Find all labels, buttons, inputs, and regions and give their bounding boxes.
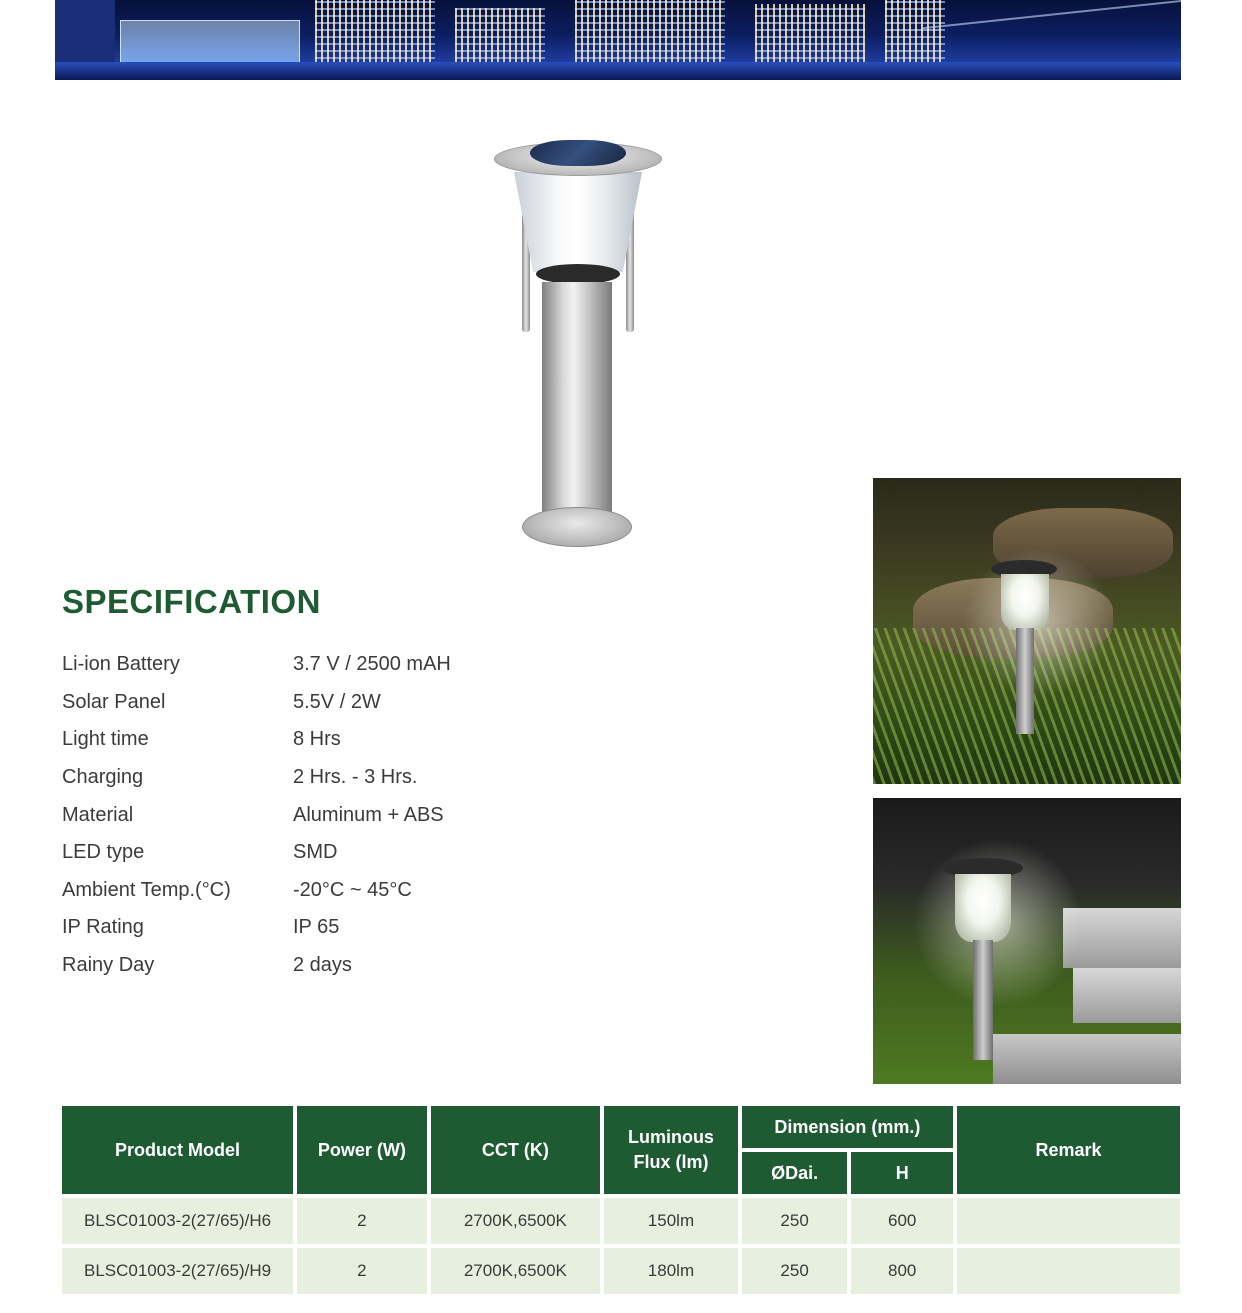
spec-key: IP Rating bbox=[62, 916, 144, 939]
table-row bbox=[62, 1248, 1180, 1294]
product-model-table bbox=[58, 1102, 1184, 1298]
col-header-power: Power (W) bbox=[297, 1106, 426, 1194]
spec-value: 5.5V / 2W bbox=[293, 690, 381, 713]
spec-row bbox=[62, 684, 622, 722]
col-header-luminous-flux bbox=[604, 1106, 738, 1194]
cell-power: 2 bbox=[297, 1198, 426, 1244]
col-header-cct: CCT (K) bbox=[431, 1106, 601, 1194]
spec-key: Li-ion Battery bbox=[62, 653, 180, 676]
flux-header-line1: Luminous bbox=[627, 1127, 714, 1147]
spec-value: 3.7 V / 2500 mAH bbox=[293, 653, 451, 676]
spec-row bbox=[62, 721, 622, 759]
spec-row bbox=[62, 796, 622, 834]
cell-cct: 2700K,6500K bbox=[431, 1248, 601, 1294]
garden-photo-1 bbox=[873, 478, 1181, 784]
cell-diameter: 250 bbox=[742, 1198, 848, 1244]
garden-photo-2 bbox=[873, 798, 1181, 1084]
cell-height: 600 bbox=[851, 1198, 953, 1244]
lit-building bbox=[120, 20, 300, 68]
spec-row bbox=[62, 872, 622, 910]
spec-key: Solar Panel bbox=[62, 690, 166, 713]
spec-value: Aluminum + ABS bbox=[293, 803, 444, 826]
spec-row bbox=[62, 834, 622, 872]
spec-key: Charging bbox=[62, 766, 144, 789]
col-header-dimension: Dimension (mm.) bbox=[742, 1106, 953, 1148]
spec-key: Ambient Temp.(°C) bbox=[62, 878, 231, 901]
cell-height: 800 bbox=[851, 1248, 953, 1294]
col-header-remark: Remark bbox=[957, 1106, 1180, 1194]
cell-flux: 180lm bbox=[604, 1248, 738, 1294]
spec-value: 2 days bbox=[293, 954, 352, 977]
spec-row bbox=[62, 646, 622, 684]
spec-value: 8 Hrs bbox=[293, 728, 341, 751]
spec-key: Rainy Day bbox=[62, 954, 155, 977]
table-row bbox=[62, 1198, 1180, 1244]
col-header-diameter: ØDai. bbox=[742, 1152, 848, 1194]
spec-value: SMD bbox=[293, 841, 338, 864]
flux-header-line2: Flux (lm) bbox=[633, 1152, 709, 1172]
header-banner-image bbox=[55, 0, 1181, 80]
col-header-height: H bbox=[851, 1152, 953, 1194]
solar-panel-top bbox=[530, 140, 626, 166]
col-header-product-model: Product Model bbox=[62, 1106, 293, 1194]
cell-cct: 2700K,6500K bbox=[431, 1198, 601, 1244]
spec-row bbox=[62, 947, 622, 985]
spec-key: LED type bbox=[62, 841, 145, 864]
cell-diameter: 250 bbox=[742, 1248, 848, 1294]
specification-list bbox=[62, 646, 622, 984]
spec-value: 2 Hrs. - 3 Hrs. bbox=[293, 766, 418, 789]
product-image-solar-bollard bbox=[490, 132, 670, 552]
spec-key: Material bbox=[62, 803, 134, 826]
cell-model: BLSC01003-2(27/65)/H6 bbox=[62, 1198, 293, 1244]
cell-remark bbox=[957, 1248, 1180, 1294]
spec-row bbox=[62, 909, 622, 947]
cell-remark bbox=[957, 1198, 1180, 1244]
cell-model: BLSC01003-2(27/65)/H9 bbox=[62, 1248, 293, 1294]
spec-key: Light time bbox=[62, 728, 149, 751]
spec-value: -20°C ~ 45°C bbox=[293, 878, 412, 901]
cell-power: 2 bbox=[297, 1248, 426, 1294]
spec-value: IP 65 bbox=[293, 916, 340, 939]
spec-row bbox=[62, 759, 622, 797]
cell-flux: 150lm bbox=[604, 1198, 738, 1244]
specification-title: SPECIFICATION bbox=[62, 583, 321, 620]
